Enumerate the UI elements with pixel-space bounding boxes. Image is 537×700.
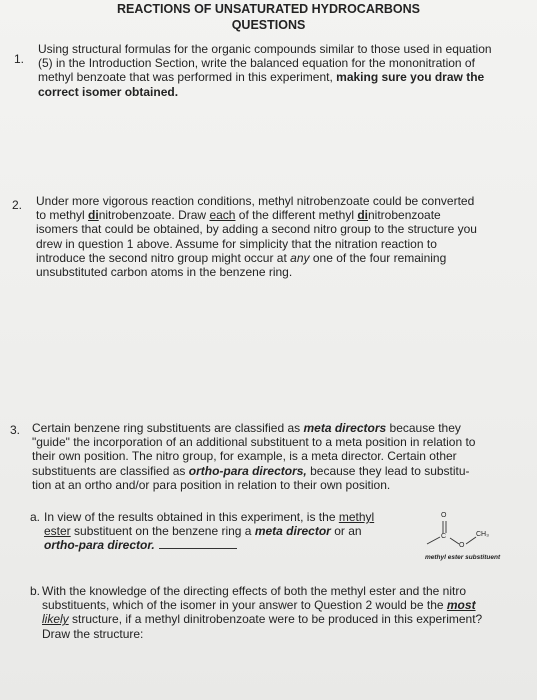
q2-text: nitrobenzoate. Draw: [98, 208, 210, 223]
q3a-text: substituent on the benzene ring a: [70, 524, 255, 539]
q2-any-emphasis: any: [290, 250, 310, 265]
ester-oxygen-label: O: [459, 542, 465, 549]
question-3b: [42, 584, 534, 641]
q3-text: substituents are classified as: [32, 463, 189, 478]
q3a-text: In view of the results obtained in this experiment, is the: [44, 510, 339, 524]
q1-line: (5) in the Introduction Section, write the balanced equation for the mononitration of: [38, 56, 475, 71]
methyl-ester-structure: [425, 512, 530, 562]
q3b-text: structure, if a methyl dinitrobenzoate were to be produced in this experiment?: [68, 612, 483, 627]
q2-di-emphasis: di: [357, 208, 368, 223]
q3a-text: or an: [330, 524, 362, 539]
q3a-line: [44, 524, 424, 538]
question-3a: [44, 510, 424, 553]
q2-line: isomers that could be obtained, by adding a second nitro group to the structure you: [36, 222, 477, 237]
q2-text: of the different methyl: [235, 208, 358, 223]
q3-text: because they: [386, 421, 461, 435]
q3b-most: most: [446, 598, 476, 613]
q1-emphasis: making sure you draw the: [336, 70, 485, 85]
q3a-line: [44, 510, 424, 524]
q2-line: [36, 208, 528, 222]
q2-line: drew in question 1 above. Assume for simplicity that the nitration reaction to: [36, 236, 437, 251]
q3b-line: [42, 612, 534, 626]
q1-text: methyl benzoate that was performed in this experiment,: [38, 70, 337, 85]
q3b-likely: likely: [42, 612, 69, 627]
q2-text: introduce the second nitro group might occur at: [36, 250, 291, 265]
q2-number: 2.: [12, 198, 23, 212]
q2-line: [36, 251, 528, 265]
carbonyl-oxygen-label: O: [441, 512, 447, 519]
q3-line: [32, 464, 530, 478]
q3b-label: b.: [30, 584, 41, 598]
q1-line: [38, 70, 528, 84]
question-3: [32, 421, 530, 492]
q3b-line: With the knowledge of the directing effects of both the methyl ester and the nitro: [42, 584, 467, 598]
q3-text: Certain benzene ring substituents are classified as: [32, 421, 304, 435]
page-title: REACTIONS OF UNSATURATED HYDROCARBONS: [116, 2, 420, 16]
q1-number: 1.: [14, 52, 25, 66]
q3-meta-directors: meta directors: [303, 421, 387, 435]
q2-each-emphasis: each: [209, 208, 236, 223]
q3a-meta-director: meta director: [254, 524, 331, 539]
page-subtitle: QUESTIONS: [231, 18, 306, 32]
q3b-line: Draw the structure:: [42, 626, 144, 641]
q3-line: their own position. The nitro group, for example, is a meta director. Certain other: [32, 449, 457, 464]
q3-ortho-para-directors: ortho-para directors,: [188, 463, 307, 478]
question-1: [38, 42, 528, 99]
q1-line: Using structural formulas for the organic compounds similar to those used in equation: [38, 42, 492, 56]
q2-line: Under more vigorous reaction conditions, methyl nitrobenzoate could be converted: [36, 194, 475, 208]
methyl-group-label: CH₃: [476, 531, 489, 538]
q3-number: 3.: [10, 423, 21, 437]
q3a-line: [44, 538, 424, 552]
q2-line: unsubstituted carbon atoms in the benzene ring.: [36, 265, 293, 280]
q2-text: nitrobenzoate: [368, 208, 441, 223]
q1-emphasis: correct isomer obtained.: [38, 84, 179, 99]
q2-text: one of the four remaining: [309, 250, 447, 265]
q3a-methyl: methyl: [338, 510, 375, 524]
q2-di-emphasis: di: [88, 208, 99, 223]
q3b-line: [42, 598, 534, 612]
q3a-label: a.: [30, 510, 41, 524]
carbon-label: C: [441, 533, 447, 540]
q2-text: to methyl: [36, 208, 89, 223]
q3a-ester: ester: [44, 524, 71, 539]
q3-line: "guide" the incorporation of an additional substituent to a meta position in relation to: [32, 435, 476, 450]
q3a-ortho-para-director: ortho-para director.: [44, 538, 155, 553]
question-2: [36, 194, 528, 279]
q3-line: [32, 421, 530, 435]
structure-caption: methyl ester substituent: [425, 554, 501, 561]
q3b-text: substituents, which of the isomer in your answer to Question 2 would be the: [42, 598, 447, 613]
q3-line: tion at an ortho and/or para position in relation to their own position.: [32, 477, 391, 492]
answer-blank[interactable]: [159, 538, 237, 549]
q3-text: because they lead to substitu-: [306, 463, 470, 478]
